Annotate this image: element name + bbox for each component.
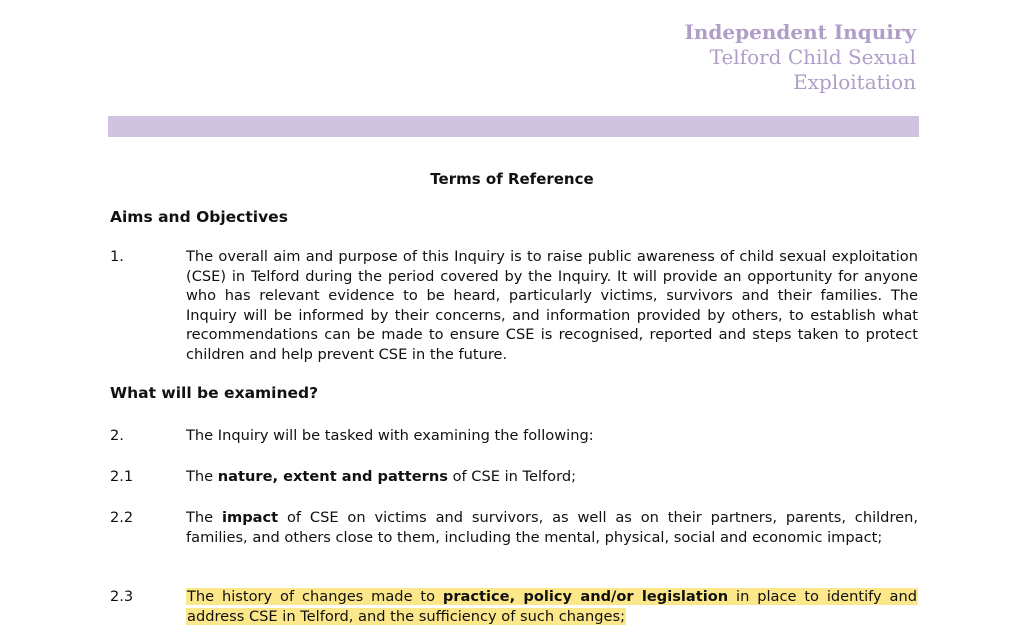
item-2-2-pre: The — [186, 509, 222, 526]
item-2-2-bold: impact — [222, 509, 279, 526]
aims-heading: Aims and Objectives — [110, 208, 288, 226]
item-2-1-text — [186, 467, 918, 487]
item-2-1-post: of CSE in Telford; — [447, 468, 576, 485]
item-2-3-text — [186, 587, 918, 626]
document-header — [685, 20, 916, 95]
item-1-number: 1. — [110, 248, 124, 265]
item-2-1-number: 2.1 — [110, 468, 134, 485]
item-2-2-post: of CSE on victims and survivors, as well as on their partners, parents, children, families, and others close to them, including the mental, physical, social and economic impact; — [186, 509, 918, 546]
item-2-2-text — [186, 508, 918, 547]
item-2-3-bold: practice, policy and/or legislation — [442, 588, 729, 605]
item-2-1-bold: nature, extent and patterns — [217, 468, 448, 485]
item-2-1-pre: The — [186, 468, 218, 485]
item-2-2-number: 2.2 — [110, 509, 134, 526]
item-2-3-pre: The history of changes made to — [187, 588, 443, 605]
item-2-3-highlight — [186, 588, 918, 625]
header-line-1: Independent Inquiry — [684, 20, 916, 44]
page-title: Terms of Reference — [430, 170, 594, 188]
item-2-3-post: in place to identify and address CSE in Telford, and the sufficiency of such changes; — [187, 588, 917, 625]
examined-heading: What will be examined? — [110, 384, 319, 402]
item-1-text: The overall aim and purpose of this Inquiry is to raise public awareness of child sexual exploitation (CSE) in Telford during the period covered by the Inquiry. It will provide an opportunity for anyone who has relevant evidence to be heard, particularly victims, survivors and their families. The Inquiry will be informed by their concerns, and information provided by others, to establish what recommendations can be made to ensure CSE is recognised, reported and steps taken to protect children and help prevent CSE in the future. — [186, 248, 918, 363]
item-2-text: The Inquiry will be tasked with examining the following: — [186, 427, 594, 444]
header-line-3: Exploitation — [793, 70, 916, 94]
header-divider-band — [108, 116, 919, 137]
item-2-number: 2. — [110, 427, 124, 444]
item-2-3-number: 2.3 — [110, 588, 134, 605]
header-line-2: Telford Child Sexual — [709, 45, 916, 69]
